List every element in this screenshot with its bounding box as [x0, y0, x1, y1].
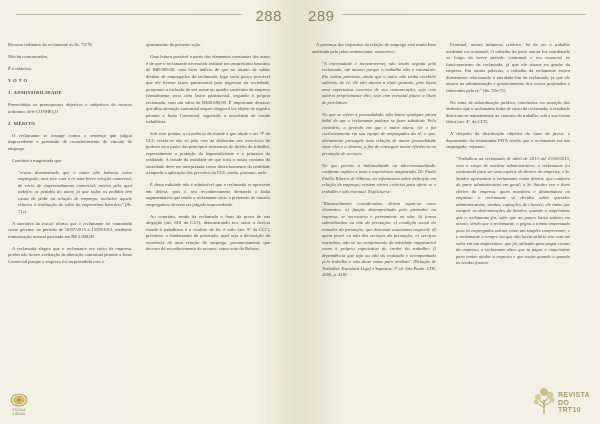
header-rule-right	[342, 14, 586, 15]
header-rule-left	[16, 14, 242, 15]
body-paragraph: É o relatório.	[8, 66, 33, 71]
seal-icon	[10, 393, 28, 407]
revista-line-2: DO TRT10	[558, 399, 581, 414]
body-paragraph: Uma leitura possível a partir dos elementos constantes dos autos é de que o reclamante necessitou realizar um empréstimo bancário de R$9.000,00, com forte indício de que no intuito de saldar dívidas de empregados da reclamada, logo seria pouco provável que ele tivesse lastro patrimonial para ingressar na sociedade, porquanto a inclusão de seu nome no quadro societário da empresa formalmente seria com lastro patrimonial, segundo a própria reclamada, com um valor de R$40.680,00. É importante destacar que diha alteração contratual sequer chegou a ser objeto de registro perante a Junta Comercial, sugerindo a ocorrência de fraude trabalhista.	[146, 54, 270, 124]
quote-paragraph: No que pertine à habitualidade ou não-eventualidade, conforme explica a justa e experiência magistrada, Dr. Paulo Emílio Ribeiro de Vilhena, ao informarem sobre definição em relação de emprego, existem vários critérios para aferir se o trabalho é não eventual. Explicita-se:	[322, 162, 436, 194]
body-paragraph: É desta nulidade não é admissível que a reclamada se aproveite em defesa, pois o seu reconhecimento demanda a linha argumentativa que sendo o reclamante sócio a pretensão de vínculo empregatício deveria ser julgada improcedente.	[146, 182, 270, 207]
body-paragraph: A presença dos requisitos da relação de emprego está muito bem analisada pelo julzo sentenciante, transcrevo:	[312, 42, 436, 54]
body-paragraph: A narrativa da inicial afirma que o reclamante foi contratado como gerente, no período de 16/07/2013 a 15/09/2013, mediante remuneração mensal pactuada em R$ 4.000,00.	[8, 220, 132, 239]
revista-line-1: REVISTA	[558, 392, 590, 399]
quote-paragraph: "Razoavelmente consideradas, devem supor-se esses elementos: a) função desempenhada pelo prestador ou empresa, se necessária e permanente ou não; b) forma subordinativa ou não da prestação; c) condição social do tomador da prestação, que demanda autonomia negocial; d) quem provê ou não dos serviços da prestação; e) serviços estranhos, não só ao cumprimento da atividade empresarial como à própria expectativa do credor do trabalho; f) dependência que seja ou não do realizado e acompanhado pelo trabalho e não deste como puro atributo" (Relação de Trabalho: Estrutura Legal e Supostos. 3ª ed. São Paulo: LTR, 2005, p. 418).	[322, 200, 436, 277]
revista-trt10-logo	[532, 386, 594, 416]
quote-paragraph: "restou demonstrado que o autor não laborou como empregado, mas teve com a ré uma breve relação comercial, de sócio de empreendimento comercial, motivo pelo qual indefiro os pedidos do autor, já que todos os pedidos têm causa de pedir na relação de emprego, inclusive aquele relativo à restituição do valor do empréstimo bancário" (fls. 71v)	[18, 169, 132, 214]
body-paragraph: Eventual, nesses inúmeros critérios, há de ser o trabalho acidental ou ocasional. O trabalho da parte autora foi coordenado ao longo do breve período contratual e era essencial ao funcionamento da reclamada, já que ele atuava na gestão da empresa. Em outras palavras, o trabalho da reclamante estava diretamente relacionado à atividade-fim da reclamada, já que ele atuava na administração e gerenciamento dos novos projetados e fabricados pela ré." (fls. 70v/71)	[446, 42, 570, 93]
quote-paragraph: No que se refere à pessoalidade, não houve qualquer prova hábil de que o reclamante pudesse se fazer substituir. Pelo contrário, o período em que o autor atuou, ele o fez exclusivamente em sua equipe de empregados da ré, o que, obviamente pressupõe uma relação de maior pessoalidade entre eles e a obreira, a fim de conseguir maior eficiência na prestação de serviços.	[322, 111, 436, 156]
escola-judicial-caption: ESCOLA JUDICIAL	[11, 408, 27, 416]
body-paragraph: Sob esse prisma, a ocorrência da fraude a que alude o art. 9º da CLT, revela-se não só pelo viés da desbordar nos exercícios de poderes na a partir dos princípios estruturais do direito do trabalho, especialmente a proteção do hipossuficiente e a primazia da realidade. A fraude da realidade de que trata o nosso contrato da sociedade deve ser interpretada como desvirtuamento da realidade a impedir a aplicação dos preceitos da CLT, sendo, portanto, nula.	[146, 131, 270, 175]
escola-judicial-logo	[6, 393, 32, 416]
section-heading: 2. MÉRITO	[8, 120, 36, 126]
right-column-2	[446, 42, 570, 272]
body-paragraph: Preenchidos os pressupostos objetivos e subjetivos do recurso ordinário, dele CONHEÇO.	[8, 102, 132, 114]
body-paragraph: A despeito da distribuição objetiva do ônus da prova, o depoimento da testemunha FITA revela que o reclamante era um empregado, vejamos:	[446, 131, 570, 149]
quote-paragraph: "A onerosidade é incontroversa, não sendo negada pela reclamada, até mesmo porque o trabalho não é voluntário. Em outras palavras, ainda que o autor não tenha recebido salários, de ré, ele não atuava a título gratuito, pois havia uma expectativa concreta de sua remuneração, seja com salário propriamente dito, seja com eventual fatura a título de pró-labore.	[322, 60, 436, 105]
quote-paragraph: "Trabalhou na reclamada de abril de 2013 até 23/09/2013, com o cargo de auxiliar administrativo; o reclamante foi contratado para ser uma espécie de diretor da empresa; o Sr. Sandro apresentou o reclamante como diretor, que cuidaria da parte administrativa em geral; o Sr. Sandro era o dono efetivo da empresa, quem mandava e desmandava na empresa; o reclamante só decidia sobre questões administrativas, vendas, captações de clientes; ele tinha que cumprir as determinações do Sandro; quando o empréstimo que o reclamante fez, sabe que ao pouco havia salário em atraso, sendo que o reclamante, o pegou o tomou emprestado para os empregados saíram como um simples comprovante, e o reclamante o sempre via que não havia salário tem com um valor em um empréstimo; que foi utilizado para pagar contas da empresa; o reclamante dizer que ia pagar o empréstimo para tentar ajudar a empresa e que assim quando o quando as vendas fossem	[456, 156, 570, 265]
revista-trt10-text	[558, 392, 594, 415]
body-paragraph: Concluiu a magistrada que:	[12, 157, 63, 163]
page-number-right: 289	[308, 8, 335, 25]
tree-icon	[532, 386, 556, 416]
section-heading: V O T O	[8, 78, 28, 83]
body-paragraph: O reclamante se insurge contra a sentença que julgou improcedente a pretensão de reconhecimento de vínculo de emprego.	[8, 132, 132, 151]
right-column-1	[312, 42, 436, 284]
left-column-2	[146, 42, 270, 258]
body-paragraph: Recurso ordinário do reclamante às fls. 73/78.	[8, 42, 93, 47]
body-paragraph: Não há contrarrazões.	[8, 54, 49, 59]
body-paragraph: No tema da subordinação jurídica, conclusiva, na inserção dos atributos que o reclamante tinha de sócio da reclamada, o resultado direciona-se naturalmente ao contrato de trabalho, sob a sua forma fática (art. 4º, da CLT).	[446, 99, 570, 124]
body-paragraph: ajuizamento da presente ação.	[146, 42, 202, 47]
page-number-left: 288	[255, 8, 282, 25]
body-paragraph: A reclamada alegou que o reclamante era sócio da empresa, porém não houve averbação da alteração contratual perante a Junta Comercial porque a empresa foi surpreendida com o	[8, 245, 132, 264]
right-page	[300, 0, 600, 424]
body-paragraph: Ao contrário, sendo da reclamada o ônus da prova de sua alegação (art. 818 da CLT), demonstrando nos autos a fictícia fraude à trabalhista é o conflito de fls. é nulo (art. 9º da CLT), prevalece o fundamento da pretensão, qual seja a declaração da existência de uma relação de emprego, pronunciamento que decorre do reconhecimento do recurso, como voto do Relator.	[146, 213, 270, 251]
section-heading: 1. ADMISSIBILIDADE	[8, 90, 62, 95]
left-column-1	[8, 42, 132, 271]
